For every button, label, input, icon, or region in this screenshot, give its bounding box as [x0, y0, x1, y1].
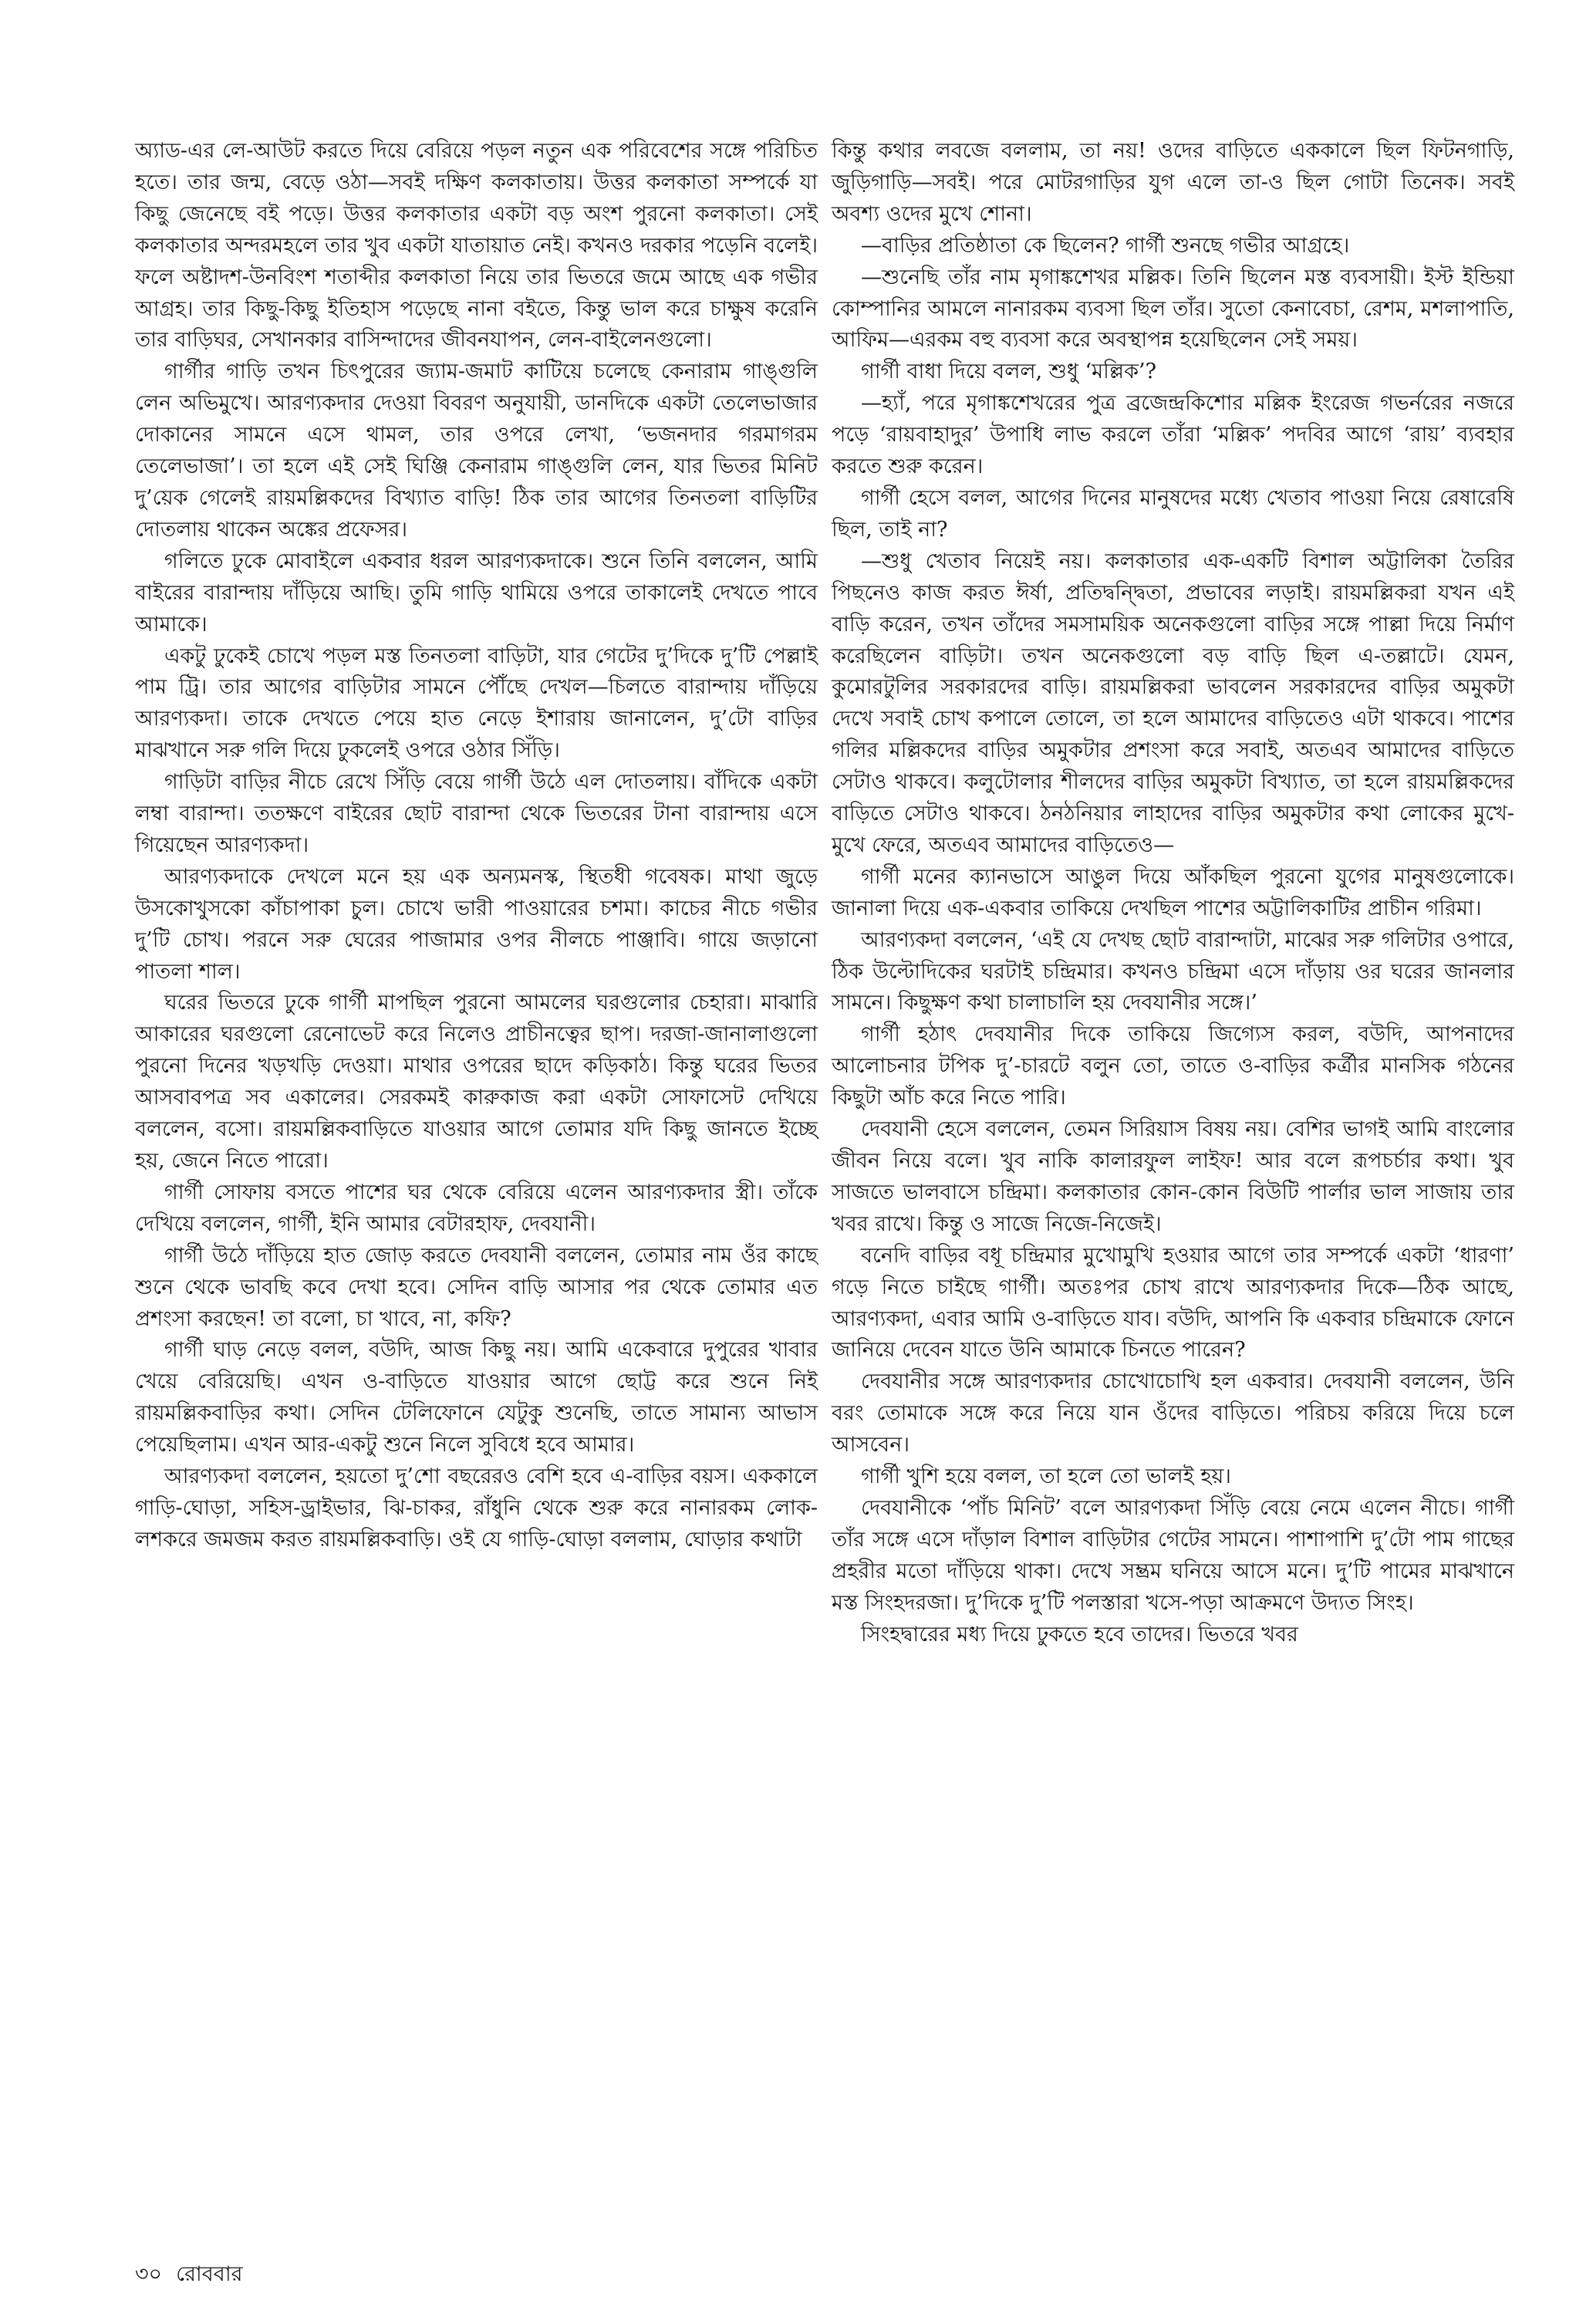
paragraph: গার্গী খুশি হয়ে বলল, তা হলে তো ভালই হয়।: [861, 1464, 1231, 1489]
paragraph: গার্গী বাধা দিয়ে বলল, শুধু ‘মল্লিক’?: [861, 360, 1157, 384]
paragraph: গার্গী হেসে বলল, আগের দিনের মানুষদের মধ্যে খেতাব পাওয়া নিয়ে রেষারেষি ছিল, তাই না?: [832, 485, 1514, 542]
paragraph: দেবযানীর সঙ্গে আরণ্যকদার চোখোচোখি হল একবার। দেবযানী বললেন, উনি বরং তোমাকে সঙ্গে করে নিয়ে যান ওঁদের বাড়িতে। পরিচয় করিয়ে দিয়ে চলে আসবেন।: [832, 1370, 1514, 1458]
paragraph: গাড়িটা বাড়ির নীচে রেখে সিঁড়ি বেয়ে গার্গী উঠে এল দোতলায়। বাঁদিকে একটা লম্বা বারান্দা। ততক্ষণে বাইরের ছোট বারান্দা থেকে ভিতরের টানা বারান্দায় এসে গিয়েছেন আরণ্যকদা।: [135, 770, 818, 857]
page-footer: [135, 2261, 243, 2289]
paragraph: আরণ্যকদা বললেন, হয়তো দু’শো বছরেরও বেশি হবে এ-বাড়ির বয়স। এককালে গাড়ি-ঘোড়া, সহিস-ড্রাইভার, ঝি-চাকর, রাঁধুনি থেকে শুরু করে নানারকম লোক-লশকরে জমজম করত রায়মল্লিকবাড়ি। ওই যে গাড়ি-ঘোড়া বললাম, ঘোড়ার কথাটা: [135, 1464, 818, 1552]
paragraph: দেবযানী হেসে বললেন, তেমন সিরিয়াস বিষয় নয়। বেশির ভাগই আমি বাংলোর জীবন নিয়ে বলে। খুব নাকি কালারফুল লাইফ! আর বলে রূপচর্চার কথা। খুব সাজতে ভালবাসে চন্দ্রিমা। কলকাতার কোন-কোন বিউটি পার্লার ভাল সাজায় তার খবর রাখে। কিন্তু ও সাজে নিজে-নিজেই।: [832, 1117, 1514, 1236]
paragraph: দেবযানীকে ‘পাঁচ মিনিট’ বলে আরণ্যকদা সিঁড়ি বেয়ে নেমে এলেন নীচে। গার্গী তাঁর সঙ্গে এসে দাঁড়াল বিশাল বাড়িটার গেটের সামনে। পাশাপাশি দু’টো পাম গাছের প্রহরীর মতো দাঁড়িয়ে থাকা। দেখে সম্ভ্রম ঘনিয়ে আসে মনে। দু’টি পামের মাঝখানে মস্ত সিংহদরজা। দু’দিকে দু’টি পলস্তারা খসে-পড়া আক্রমণে উদ্যত সিংহ।: [832, 1495, 1514, 1615]
paragraph: গার্গী সোফায় বসতে পাশের ঘর থেকে বেরিয়ে এলেন আরণ্যকদার স্ত্রী। তাঁকে দেখিয়ে বললেন, গার্গী, ইনি আমার বেটারহাফ, দেবযানী।: [135, 1180, 818, 1236]
paragraph: —শুধু খেতাব নিয়েই নয়। কলকাতার এক-একটি বিশাল অট্টালিকা তৈরির পিছনেও কাজ করত ঈর্ষা, প্রতিদ্বন্দ্বিতা, প্রভাবের লড়াই। রায়মল্লিকরা যখন এই বাড়ি করেন, তখন তাঁদের সমসাময়িক অনেকগুলো বাড়ির সঙ্গে পাল্লা দিয়ে নির্মাণ করেছিলেন বাড়িটা। তখন অনেকগুলো বড় বাড়ি ছিল এ-তল্লাটে। যেমন, কুমোরটুলির সরকারদের বাড়ি। রায়মল্লিকরা ভাবলেন সরকারদের বাড়ির অমুকটা দেখে সবাই চোখ কপালে তোলে, তা হলে আমাদের বাড়িতেও এটা থাকবে। পাশের গলির মল্লিকদের বাড়ির অমুকটার প্রশংসা করে সবাই, অতএব আমাদের বাড়িতে সেটাও থাকবে। কলুটোলার শীলদের বাড়ির অমুকটা বিখ্যাত, তা হলে রায়মল্লিকদের বাড়িতে সেটাও থাকবে। ঠনঠনিয়ার লাহাদের বাড়ির অমুকটার কথা লোকের মুখে-মুখে ফেরে, অতএব আমাদের বাড়িতেও—: [832, 549, 1514, 857]
page-number: ৩০: [135, 2262, 163, 2286]
paragraph: গলিতে ঢুকে মোবাইলে একবার ধরল আরণ্যকদাকে। শুনে তিনি বললেন, আমি বাইরের বারান্দায় দাঁড়িয়ে আছি। তুমি গাড়ি থামিয়ে ওপরে তাকালেই দেখতে পাবে আমাকে।: [135, 549, 818, 637]
paragraph: গার্গীর গাড়ি তখন চিৎপুরের জ্যাম-জমাট কাটিয়ে চলেছে কেনারাম গাঙ্গুলি লেন অভিমুখে। আরণ্যকদার দেওয়া বিবরণ অনুযায়ী, ডানদিকে একটা তেলেভাজার দোকানের সামনে এসে থামল, তার ওপরে লেখা, ‘ভজনদার গরমাগরম তেলেভাজা’। তা হলে এই সেই ঘিঞ্জি কেনারাম গাঙ্গুলি লেন, যার ভিতর মিনিট দু’য়েক গেলেই রায়মল্লিকদের বিখ্যাত বাড়ি! ঠিক তার আগের তিনতলা বাড়িটির দোতলায় থাকেন অঙ্কের প্রফেসর।: [135, 360, 818, 542]
paragraph: গার্গী উঠে দাঁড়িয়ে হাত জোড় করতে দেবযানী বললেন, তোমার নাম ওঁর কাছে শুনে থেকে ভাবছি কবে দেখা হবে। সেদিন বাড়ি আসার পর থেকে তোমার এত প্রশংসা করছেন! তা বলো, চা খাবে, না, কফি?: [135, 1243, 818, 1331]
paragraph: আরণ্যকদা বললেন, ‘এই যে দেখছ ছোট বারান্দাটা, মাঝের সরু গলিটার ওপারে, ঠিক উল্টোদিকের ঘরটাই চন্দ্রিমার। কখনও চন্দ্রিমা এসে দাঁড়ায় ওর ঘরের জানলার সামনে। কিছুক্ষণ কথা চালাচালি হয় দেবযানীর সঙ্গে।’: [832, 927, 1514, 1015]
paragraph: একটু ঢুকেই চোখে পড়ল মস্ত তিনতলা বাড়িটা, যার গেটের দু’দিকে দু’টি পেল্লাই পাম ট্রি। তার আগের বাড়িটার সামনে পৌঁছে দেখল—চিলতে বারান্দায় দাঁড়িয়ে আরণ্যকদা। তাকে দেখতে পেয়ে হাত নেড়ে ইশারায় জানালেন, দু’টো বাড়ির মাঝখানে সরু গলি দিয়ে ঢুকলেই ওপরে ওঠার সিঁড়ি।: [135, 643, 818, 763]
paragraph: ঘরের ভিতরে ঢুকে গার্গী মাপছিল পুরনো আমলের ঘরগুলোর চেহারা। মাঝারি আকারের ঘরগুলো রেনোভেট করে নিলেও প্রাচীনত্বের ছাপ। দরজা-জানালাগুলো পুরনো দিনের খড়খড়ি দেওয়া। মাথার ওপরের ছাদে কড়িকাঠ। কিন্তু ঘরের ভিতর আসবাবপত্র সব একালের। সেরকমই কারুকাজ করা একটা সোফাসেট দেখিয়ে বললেন, বসো। রায়মল্লিকবাড়িতে যাওয়ার আগে তোমার যদি কিছু জানতে ইচ্ছে হয়, জেনে নিতে পারো।: [135, 991, 818, 1173]
paragraph: বনেদি বাড়ির বধূ চন্দ্রিমার মুখোমুখি হওয়ার আগে তার সম্পর্কে একটা ‘ধারণা’ গড়ে নিতে চাইছে গার্গী। অতঃপর চোখ রাখে আরণ্যকদার দিকে—ঠিক আছে, আরণ্যকদা, এবার আমি ও-বাড়িতে যাব। বউদি, আপনি কি একবার চন্দ্রিমাকে ফোনে জানিয়ে দেবেন যাতে উনি আমাকে চিনতে পারেন?: [832, 1243, 1514, 1363]
paragraph: —হ্যাঁ, পরে মৃগাঙ্কশেখরের পুত্র ব্রজেন্দ্রকিশোর মল্লিক ইংরেজ গভর্নরের নজরে পড়ে ‘রায়বাহাদুর’ উপাধি লাভ করলে তাঁরা ‘মল্লিক’ পদবির আগে ‘রায়’ ব্যবহার করতে শুরু করেন।: [832, 391, 1514, 479]
paragraph: আরণ্যকদাকে দেখলে মনে হয় এক অন্যমনস্ক, স্থিতধী গবেষক। মাথা জুড়ে উসকোখুসকো কাঁচাপাকা চুল। চোখে ভারী পাওয়ারের চশমা। কাচের নীচে গভীর দু’টি চোখ। পরনে সরু ঘেরের পাজামার ওপর নীলচে পাঞ্জাবি। গায়ে জড়ানো পাতলা শাল।: [135, 864, 818, 984]
paragraph: কিন্তু কথার লবজে বললাম, তা নয়! ওদের বাড়িতে এককালে ছিল ফিটনগাড়ি, জুড়িগাড়ি—সবই। পরে মোটরগাড়ির যুগ এলে তা-ও ছিল গোটা তিনেক। সবই অবশ্য ওদের মুখে শোনা।: [832, 139, 1514, 226]
paragraph: সিংহদ্বারের মধ্য দিয়ে ঢুকতে হবে তাদের। ভিতরে খবর: [861, 1622, 1298, 1647]
left-text-column: [135, 136, 818, 1556]
paragraph: —বাড়ির প্রতিষ্ঠাতা কে ছিলেন? গার্গী শুনছে গভীর আগ্রহে।: [861, 233, 1350, 258]
paragraph: অ্যাড-এর লে-আউট করতে দিয়ে বেরিয়ে পড়ল নতুন এক পরিবেশের সঙ্গে পরিচিত হতে। তার জন্ম, বেড়ে ওঠা—সবই দক্ষিণ কলকাতায়। উত্তর কলকাতা সম্পর্কে যা কিছু জেনেছে বই পড়ে। উত্তর কলকাতার একটা বড় অংশ পুরনো কলকাতা। সেই কলকাতার অন্দরমহলে তার খুব একটা যাতায়াত নেই। কখনও দরকার পড়েনি বলেই। ফলে অষ্টাদশ-উনবিংশ শতাব্দীর কলকাতা নিয়ে তার ভিতরে জমে আছে এক গভীর আগ্রহ। তার কিছু-কিছু ইতিহাস পড়েছে নানা বইতে, কিন্তু ভাল করে চাক্ষুষ করেনি তার বাড়িঘর, সেখানকার বাসিন্দাদের জীবনযাপন, লেন-বাইলেনগুলো।: [135, 139, 818, 353]
publication-name: রোববার: [176, 2262, 243, 2286]
paragraph: গার্গী মনের ক্যানভাসে আঙুল দিয়ে আঁকছিল পুরনো যুগের মানুষগুলোকে। জানালা দিয়ে এক-একবার তাকিয়ে দেখছিল পাশের অট্টালিকাটির প্রাচীন গরিমা।: [832, 864, 1514, 920]
paragraph: গার্গী ঘাড় নেড়ে বলল, বউদি, আজ কিছু নয়। আমি একেবারে দুপুরের খাবার খেয়ে বেরিয়েছি। এখন ও-বাড়িতে যাওয়ার আগে ছোট্ট করে শুনে নিই রায়মল্লিকবাড়ির কথা। সেদিন টেলিফোনে যেটুকু শুনেছি, তাতে সামান্য আভাস পেয়েছিলাম। এখন আর-একটু শুনে নিলে সুবিধে হবে আমার।: [135, 1338, 818, 1458]
paragraph: —শুনেছি তাঁর নাম মৃগাঙ্কশেখর মল্লিক। তিনি ছিলেন মস্ত ব্যবসায়ী। ইস্ট ইন্ডিয়া কোম্পানির আমলে নানারকম ব্যবসা ছিল তাঁর। সুতো কেনাবেচা, রেশম, মশলাপাতি, আফিম—এরকম বহু ব্যবসা করে অবস্থাপন্ন হয়েছিলেন সেই সময়।: [832, 265, 1514, 353]
right-text-column: [832, 136, 1514, 1651]
paragraph: গার্গী হঠাৎ দেবযানীর দিকে তাকিয়ে জিগ্যেস করল, বউদি, আপনাদের আলোচনার টপিক দু’-চারটে বলুন তো, তাতে ও-বাড়ির কর্ত্রীর মানসিক গঠনের কিছুটা আঁচ করে নিতে পারি।: [832, 1022, 1514, 1110]
